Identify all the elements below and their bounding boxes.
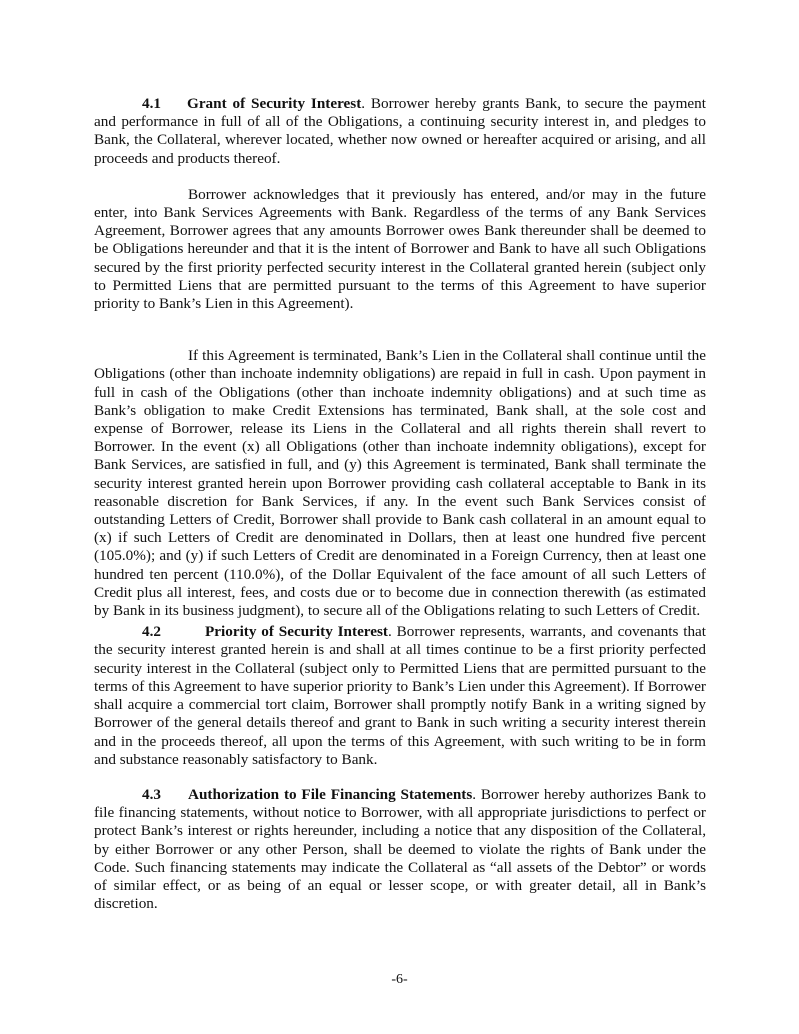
section-title: Grant of Security Interest bbox=[187, 95, 362, 112]
paragraph-termination: If this Agreement is terminated, Bank’s Lien in the Collateral shall continue until the Obligations (other than inchoate indemnity obligations) are repaid in full in cash. Upon payment in full in cash of the Obligations (other than inchoate indemnity obligations) and at such time as Bank’s obligation to make Credit Extensions has terminated, Bank shall, at the sole cost and expense of Borrower, release its Liens in the Collateral and all rights therein shall revert to Borrower. In the event (x) all Obligations (other than inchoate indemnity obligations), except for Bank Services, are satisfied in full, and (y) this Agreement is terminated, Bank shall terminate the security interest granted herein upon Borrower providing cash collateral acceptable to Bank in its reasonable discretion for Bank Services, if any. In the event such Bank Services consist of outstanding Letters of Credit, Borrower shall provide to Bank cash collateral in an amount equal to (x) if such Letters of Credit are denominated in Dollars, then at least one hundred five percent (105.0%); and (y) if such Letters of Credit are denominated in a Foreign Currency, then at least one hundred ten percent (110.0%), of the Dollar Equivalent of the face amount of all such Letters of Credit plus all interest, fees, and costs due or to become due in connection therewith (as estimated by Bank in its business judgment), to secure all of the Obligations relating to such Letters of Credit. bbox=[94, 347, 706, 620]
section-number: 4.1 bbox=[142, 95, 161, 112]
section-4-1 bbox=[94, 95, 706, 168]
section-4-2 bbox=[94, 623, 706, 769]
page-number: -6- bbox=[391, 972, 408, 987]
section-4-3 bbox=[94, 786, 706, 913]
section-number: 4.3 bbox=[142, 785, 161, 803]
section-body: . Borrower represents, warrants, and covenants that the security interest granted herein is and shall at all times continue to be a first priority perfected security interest in the Collateral (subject only to Permitted Liens that are permitted pursuant to the terms of this Agreement to have superior priority to Bank’s Lien under this Agreement). If Borrower shall acquire a commercial tort claim, Borrower shall promptly notify Bank in a writing signed by Borrower of the general details thereof and grant to Bank in such writing a security interest therein and in the proceeds thereof, all upon the terms of this Agreement, with such writing to be in form and substance reasonably satisfactory to Bank. bbox=[94, 623, 706, 768]
section-title: Authorization to File Financing Statements bbox=[188, 785, 473, 803]
document-page bbox=[94, 95, 706, 913]
paragraph-bank-services: Borrower acknowledges that it previously has entered, and/or may in the future enter, into Bank Services Agreements with Bank. Regardless of the terms of any Bank Services Agreement, Borrower agrees that any amounts Borrower owes Bank thereunder shall be deemed to be Obligations hereunder and that it is the intent of Borrower and Bank to have all such Obligations secured by the first priority perfected security interest in the Collateral granted herein (subject only to Permitted Liens that are permitted pursuant to the terms of this Agreement to have superior priority to Bank’s Lien in this Agreement). bbox=[94, 185, 706, 313]
section-body: . Borrower hereby authorizes Bank to file financing statements, without notice to Borrower, with all appropriate jurisdictions to perfect or protect Bank’s interest or rights hereunder, including a notice that any disposition of the Collateral, by either Borrower or any other Person, shall be deemed to violate the rights of Bank under the Code. Such financing statements may indicate the Collateral as “all assets of the Debtor” or words of similar effect, or as being of an equal or lesser scope, or with greater detail, all in Bank’s discretion. bbox=[94, 785, 706, 913]
section-title: Priority of Security Interest bbox=[205, 623, 388, 641]
section-body: . Borrower hereby grants Bank, to secure the payment and performance in full of all of the Obligations, a continuing security interest in, and pledges to Bank, the Collateral, wherever located, whether now owned or hereafter acquired or arising, and all proceeds and products thereof. bbox=[94, 95, 706, 167]
section-number: 4.2 bbox=[142, 623, 161, 641]
